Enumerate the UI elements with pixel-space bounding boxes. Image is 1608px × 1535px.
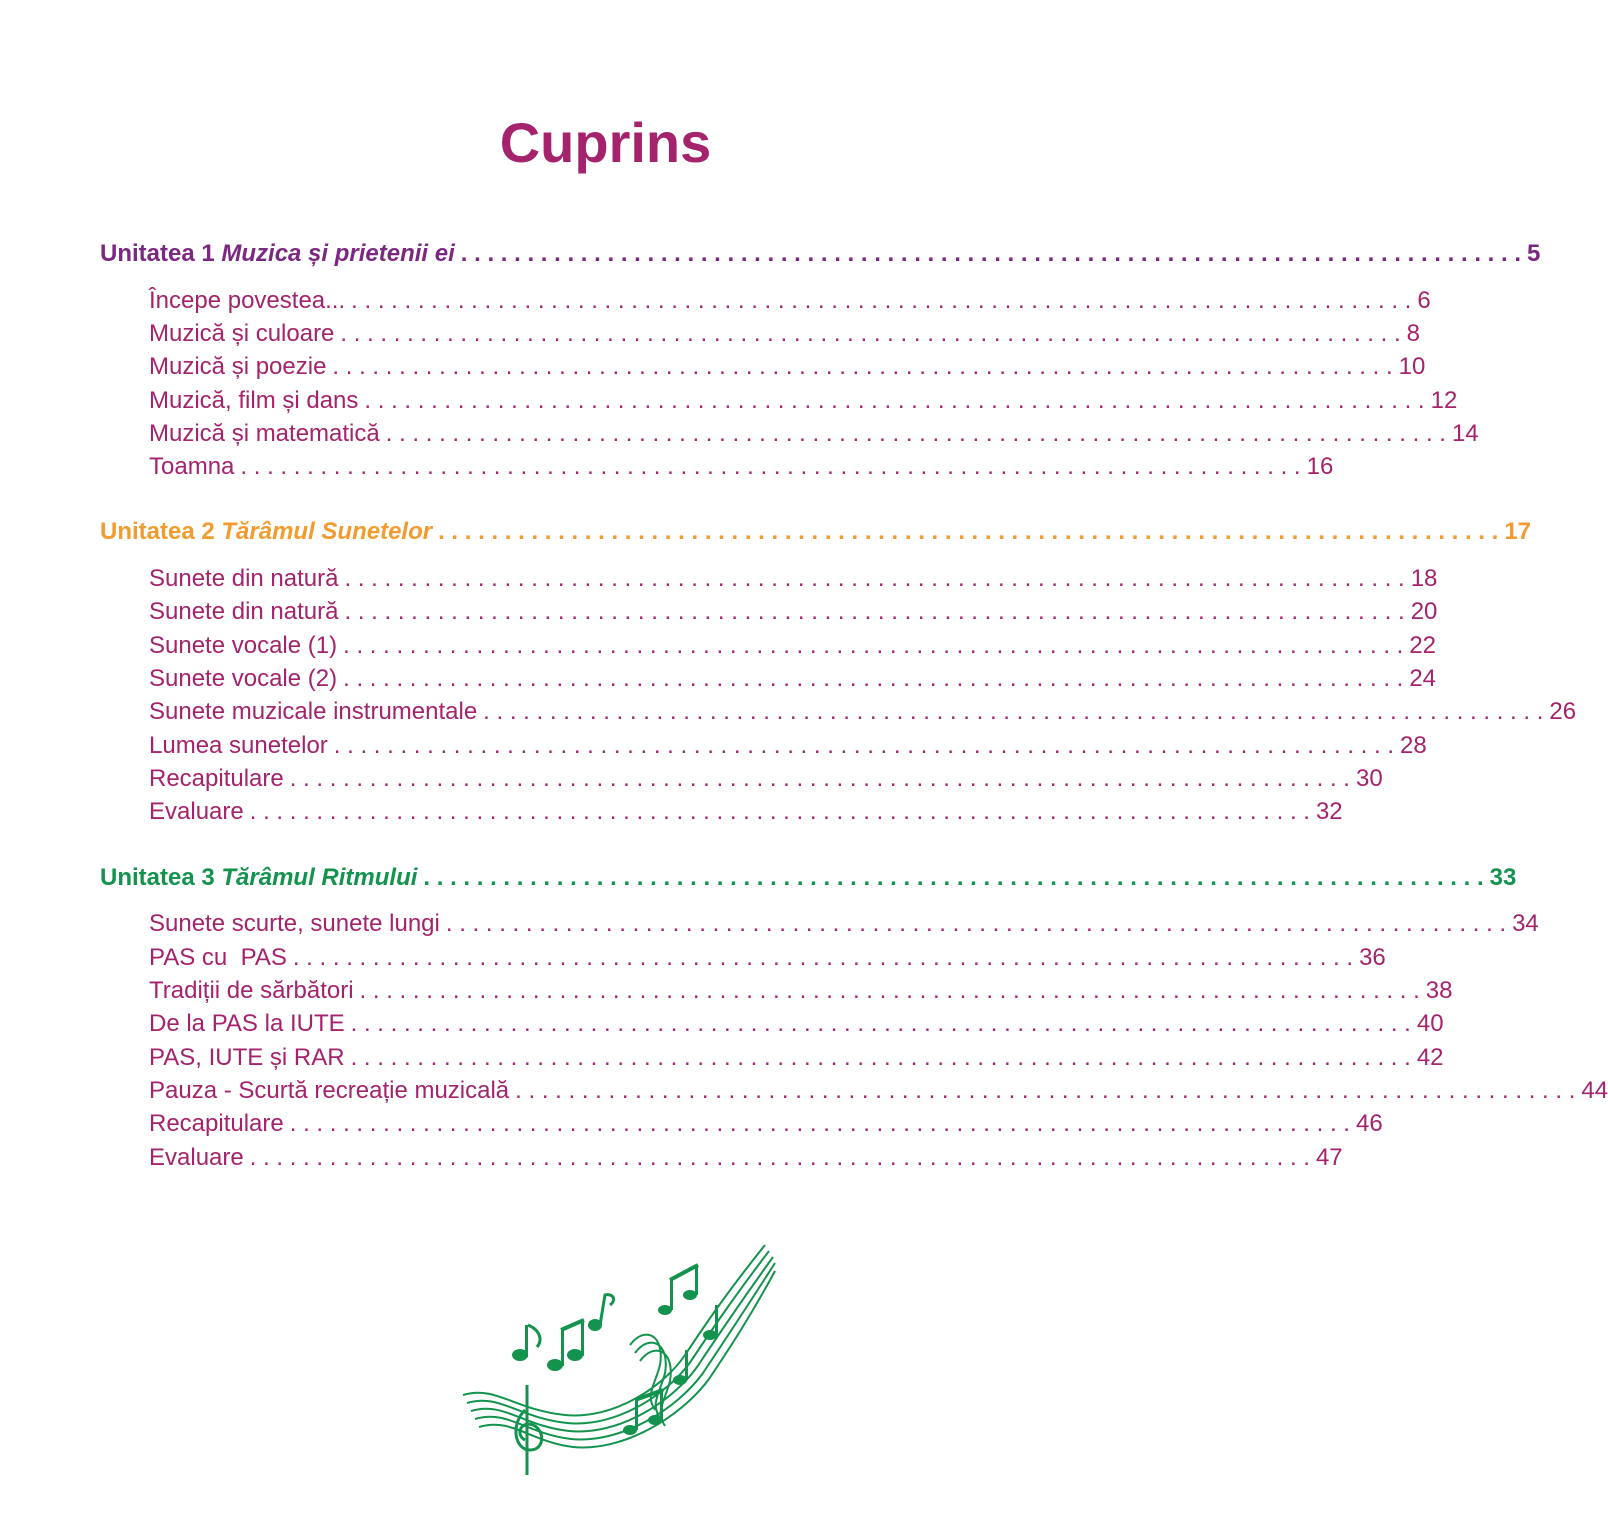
entry-label: Recapitulare [149, 765, 284, 792]
entry-page: 12 [1430, 387, 1458, 414]
dot-leader: . . . . . . . . . . . . . . . . . . . . . . . . . . . . . . . . . . . . . . . . . . . . . . . . . . . . . . . . . . . . . . . . . . . . . . . . . . . . . . . . [240, 453, 1301, 480]
entry-label: Muzică și matematică [149, 420, 380, 447]
dot-leader: . . . . . . . . . . . . . . . . . . . . . . . . . . . . . . . . . . . . . . . . . . . . . . . . . . . . . . . . . . . . . . . . . . . . . . . . . . . . . . . . [343, 632, 1404, 659]
entry-label: Sunete scurte, sunete lungi [149, 910, 440, 937]
entry-label: Sunete vocale (1) [149, 632, 338, 659]
entry-label: Evaluare [149, 1144, 244, 1171]
entry-label: Sunete din natură [149, 565, 339, 592]
dot-leader: . . . . . . . . . . . . . . . . . . . . . . . . . . . . . . . . . . . . . . . . . . . . . . . . . . . . . . . . . . . . . . . . . . . . . . . . . . . . . . . . [515, 1077, 1576, 1104]
toc-entry[interactable] [149, 1044, 1444, 1076]
toc-entry[interactable] [149, 698, 1577, 730]
unit-page: 33 [1489, 864, 1517, 891]
toc-unit-1[interactable] [100, 240, 1541, 274]
entry-page: 47 [1315, 1144, 1343, 1171]
dot-leader: . . . . . . . . . . . . . . . . . . . . . . . . . . . . . . . . . . . . . . . . . . . . . . . . . . . . . . . . . . . . . . . . . . . . . . . . . . . . . . . . [289, 1110, 1350, 1137]
entry-page: 28 [1400, 732, 1427, 759]
page-title: Cuprins [499, 111, 712, 174]
entry-label: Toamna [149, 453, 235, 480]
entry-page: 16 [1306, 453, 1334, 480]
unit-label: Unitatea 3 [100, 864, 222, 891]
unit-name: Muzica și prietenii ei [221, 240, 455, 267]
toc-entry[interactable] [149, 944, 1386, 976]
entry-page: 6 [1417, 287, 1431, 314]
dot-leader: . . . . . . . . . . . . . . . . . . . . . . . . . . . . . . . . . . . . . . . . . . . . . . . . . . . . . . . . . . . . . . . . . . . . . . . . . . . . . . . . [483, 698, 1544, 725]
entry-page: 14 [1451, 420, 1479, 447]
dot-leader: . . . . . . . . . . . . . . . . . . . . . . . . . . . . . . . . . . . . . . . . . . . . . . . . . . . . . . . . . . . . . . . . . . . . . . . . . . . . . . . . [333, 732, 1394, 759]
toc-entry[interactable] [149, 910, 1539, 942]
toc-entry[interactable] [149, 387, 1458, 419]
dot-leader: . . . . . . . . . . . . . . . . . . . . . . . . . . . . . . . . . . . . . . . . . . . . . . . . . . . . . . . . . . . . . . . . . . . . . . . . . . . . . . . . [344, 598, 1405, 625]
toc-entry[interactable] [149, 798, 1343, 830]
entry-label: Pauza - Scurtă recreație muzicală [149, 1077, 510, 1104]
entry-page: 26 [1549, 698, 1577, 725]
entry-label: Începe povestea... [149, 287, 346, 314]
dot-leader: . . . . . . . . . . . . . . . . . . . . . . . . . . . . . . . . . . . . . . . . . . . . . . . . . . . . . . . . . . . . . . . . . . . . . . . . . . . . . . . . [292, 944, 1354, 971]
dot-leader: . . . . . . . . . . . . . . . . . . . . . . . . . . . . . . . . . . . . . . . . . . . . . . . . . . . . . . . . . . . . . . . . . . . . . . . . . . . . . . . . [332, 353, 1393, 380]
entry-page: 42 [1416, 1044, 1444, 1071]
toc-entry[interactable] [149, 598, 1438, 630]
dot-leader: . . . . . . . . . . . . . . . . . . . . . . . . . . . . . . . . . . . . . . . . . . . . . . . . . . . . . . . . . . . . . . . . . . . . . . . . . . . . . . . . [438, 518, 1499, 545]
entry-page: 40 [1416, 1010, 1444, 1037]
toc-entry[interactable] [149, 420, 1479, 452]
toc-entry[interactable] [149, 565, 1438, 597]
entry-label: Tradiții de sărbători [149, 977, 354, 1004]
entry-page: 36 [1359, 944, 1386, 971]
toc-entry[interactable] [149, 1077, 1608, 1109]
unit-name: Tărâmul Ritmului [221, 864, 418, 891]
dot-leader: . . . . . . . . . . . . . . . . . . . . . . . . . . . . . . . . . . . . . . . . . . . . . . . . . . . . . . . . . . . . . . . . . . . . . . . . . . . . . . . . [344, 565, 1405, 592]
entry-label: Sunete muzicale instrumentale [149, 698, 478, 725]
toc-unit-2[interactable] [100, 518, 1532, 552]
dot-leader: . . . . . . . . . . . . . . . . . . . . . . . . . . . . . . . . . . . . . . . . . . . . . . . . . . . . . . . . . . . . . . . . . . . . . . . . . . . . . . . . [423, 864, 1484, 891]
entry-page: 44 [1581, 1077, 1608, 1104]
entry-page: 38 [1425, 977, 1453, 1004]
entry-label: Muzică și poezie [149, 353, 327, 380]
dot-leader: . . . . . . . . . . . . . . . . . . . . . . . . . . . . . . . . . . . . . . . . . . . . . . . . . . . . . . . . . . . . . . . . . . . . . . . . . . . . . . . . [364, 387, 1425, 414]
toc-entry[interactable] [149, 1010, 1444, 1042]
dot-leader: . . . . . . . . . . . . . . . . . . . . . . . . . . . . . . . . . . . . . . . . . . . . . . . . . . . . . . . . . . . . . . . . . . . . . . . . . . . . . . . . [249, 798, 1310, 825]
entry-page: 24 [1409, 665, 1437, 692]
toc-entry[interactable] [149, 287, 1431, 319]
entry-label: Recapitulare [149, 1110, 284, 1137]
unit-page: 17 [1504, 518, 1532, 545]
entry-label: Sunete din natură [149, 598, 339, 625]
dot-leader: . . . . . . . . . . . . . . . . . . . . . . . . . . . . . . . . . . . . . . . . . . . . . . . . . . . . . . . . . . . . . . . . . . . . . . . . . . . . . . . . [385, 420, 1446, 447]
unit-name: Tărâmul Sunetelor [221, 518, 433, 545]
entry-label: Lumea sunetelor [149, 732, 328, 759]
unit-page: 5 [1527, 240, 1541, 267]
entry-label: Evaluare [149, 798, 244, 825]
entry-page: 10 [1398, 353, 1426, 380]
toc-entry[interactable] [149, 732, 1427, 764]
toc-entry[interactable] [149, 765, 1383, 797]
entry-page: 34 [1512, 910, 1539, 937]
dot-leader: . . . . . . . . . . . . . . . . . . . . . . . . . . . . . . . . . . . . . . . . . . . . . . . . . . . . . . . . . . . . . . . . . . . . . . . . . . . . . . . . [350, 1044, 1411, 1071]
toc-unit-3[interactable] [100, 864, 1517, 898]
entry-page: 30 [1355, 765, 1383, 792]
toc-entry[interactable] [149, 320, 1420, 352]
entry-page: 22 [1409, 632, 1437, 659]
dot-leader: . . . . . . . . . . . . . . . . . . . . . . . . . . . . . . . . . . . . . . . . . . . . . . . . . . . . . . . . . . . . . . . . . . . . . . . . . . . . . . . . [343, 665, 1404, 692]
entry-page: 18 [1410, 565, 1438, 592]
unit-label: Unitatea 2 [100, 518, 222, 545]
entry-page: 8 [1406, 320, 1420, 347]
music-notes-staff-icon [455, 1235, 775, 1485]
entry-label: PAS, IUTE și RAR [149, 1044, 345, 1071]
entry-page: 32 [1315, 798, 1343, 825]
toc-entry[interactable] [149, 353, 1426, 385]
toc-entry[interactable] [149, 453, 1334, 485]
toc-entry[interactable] [149, 1144, 1343, 1176]
entry-page: 46 [1355, 1110, 1383, 1137]
entry-label: Muzică și culoare [149, 320, 335, 347]
entry-label: PAS cu PAS [149, 944, 287, 971]
dot-leader: . . . . . . . . . . . . . . . . . . . . . . . . . . . . . . . . . . . . . . . . . . . . . . . . . . . . . . . . . . . . . . . . . . . . . . . . . . . . . . . . [445, 910, 1507, 937]
toc-entry[interactable] [149, 665, 1437, 697]
dot-leader: . . . . . . . . . . . . . . . . . . . . . . . . . . . . . . . . . . . . . . . . . . . . . . . . . . . . . . . . . . . . . . . . . . . . . . . . . . . . . . . . [351, 287, 1412, 314]
dot-leader: . . . . . . . . . . . . . . . . . . . . . . . . . . . . . . . . . . . . . . . . . . . . . . . . . . . . . . . . . . . . . . . . . . . . . . . . . . . . . . . . [289, 765, 1350, 792]
entry-page: 20 [1410, 598, 1438, 625]
entry-label: De la PAS la IUTE [149, 1010, 345, 1037]
dot-leader: . . . . . . . . . . . . . . . . . . . . . . . . . . . . . . . . . . . . . . . . . . . . . . . . . . . . . . . . . . . . . . . . . . . . . . . . . . . . . . . . [249, 1144, 1310, 1171]
entry-label: Sunete vocale (2) [149, 665, 338, 692]
toc-entry[interactable] [149, 632, 1437, 664]
toc-entry[interactable] [149, 977, 1453, 1009]
dot-leader: . . . . . . . . . . . . . . . . . . . . . . . . . . . . . . . . . . . . . . . . . . . . . . . . . . . . . . . . . . . . . . . . . . . . . . . . . . . . . . . . [460, 240, 1521, 267]
toc-entry[interactable] [149, 1110, 1383, 1142]
dot-leader: . . . . . . . . . . . . . . . . . . . . . . . . . . . . . . . . . . . . . . . . . . . . . . . . . . . . . . . . . . . . . . . . . . . . . . . . . . . . . . . . [359, 977, 1420, 1004]
entry-label: Muzică, film și dans [149, 387, 359, 414]
unit-label: Unitatea 1 [100, 240, 222, 267]
dot-leader: . . . . . . . . . . . . . . . . . . . . . . . . . . . . . . . . . . . . . . . . . . . . . . . . . . . . . . . . . . . . . . . . . . . . . . . . . . . . . . . . [340, 320, 1401, 347]
dot-leader: . . . . . . . . . . . . . . . . . . . . . . . . . . . . . . . . . . . . . . . . . . . . . . . . . . . . . . . . . . . . . . . . . . . . . . . . . . . . . . . . [350, 1010, 1411, 1037]
